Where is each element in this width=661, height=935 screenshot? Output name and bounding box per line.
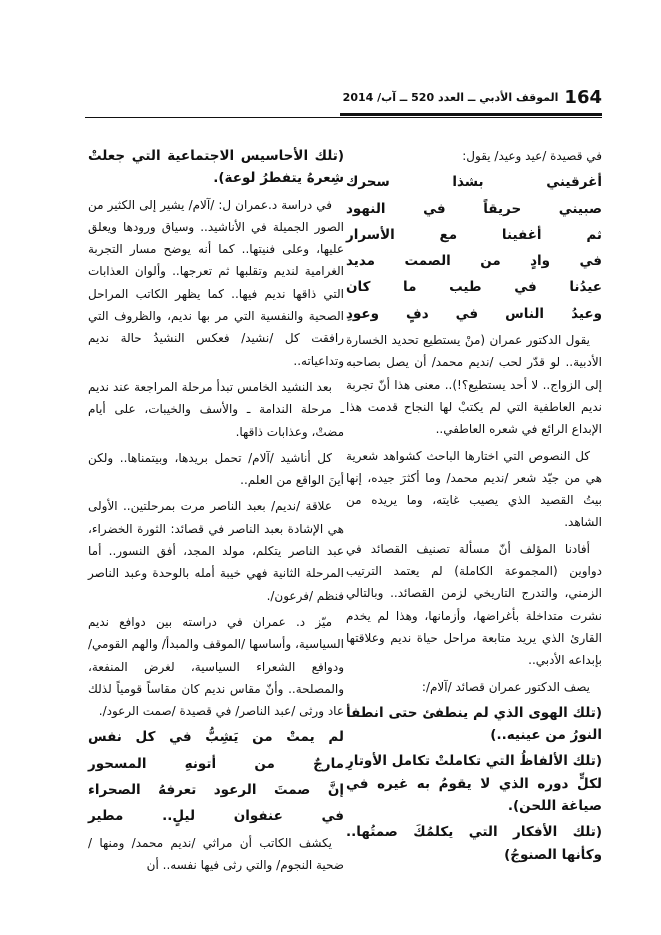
paragraph: علاقة /نديم/ بعبد الناصر مرت بمرحلتين.. الأولى هي الإشادة بعبد الناصر في قصائد: الثورة الخضراء، عبد الناصر يتكلم، مولد المجد، أفق النسور.. أما المرحلة الثانية فهي خيبة أمله بالوحدة وعبد الناصر فنظم /فرعون/. xyxy=(88,499,344,603)
poem-line: في وادٍ من الصمت مديد xyxy=(346,253,602,270)
paragraph: يصف الدكتور عمران قصائد /آلام/: xyxy=(421,679,590,694)
quote: (تلك الألفاظُ التي تكاملتْ تكامل الأوتارِ لكلٍّ دوره الذي لا يقومُ به غيره في صياغة اللحن). xyxy=(346,753,602,815)
poem-intro: في قصيدة /عيد وعيد/ يقول: xyxy=(462,149,602,163)
quote: (تلك الأفكار التي يكلمُكَ صمتُها.. وكأنها الصنوجُ) xyxy=(346,824,602,863)
right-column xyxy=(346,145,602,905)
poem-line: أغرقيني بشذا سحرك xyxy=(346,174,602,191)
quote: (تلك الهوى الذي لم ينطفئ حتى انطفأ النورُ من عينيه..) xyxy=(346,704,602,744)
paragraph: يقول الدكتور عمران (منْ يستطيع تحديد الخسارة الأدبية.. لو قدّر لحب /نديم محمد/ أن يصل بصاحبه إلى الزواج.. لا أحد يستطيع؟!).. معنى هذا أنّ تجربة نديم العاطفية التي لم يكتبْ لها النجاح قدمت هذا الإبداع الرائع في شعره العاطفي.. xyxy=(346,333,602,437)
header-rule-thick xyxy=(340,113,602,116)
paragraph: بعد النشيد الخامس تبدأ مرحلة المراجعة عند نديم ـ مرحلة الندامة ـ والأسف والخيبات، على أيام مضتْ، وعذابات ذاقها. xyxy=(88,379,344,439)
paragraph: كل النصوص التي اختارها الباحث كشواهد شعرية هي من جيّد شعر /نديم محمد/ وما أكثرَ جيده، إنها بيتُ القصيد الذي يصيب غايته، وما يريده من الشاهد. xyxy=(346,448,602,530)
poem-line: مارجٌ من أتونهِ المسحور xyxy=(88,755,344,772)
poem-line: إنَّ صمتَ الرعود تعرفهُ الصحراء xyxy=(88,782,344,799)
poem-line: صبيني حريقاً في النهود xyxy=(346,200,602,217)
poem-line: ثم أغفينا مع الأسرار xyxy=(346,226,602,243)
poem-line: وعيدُ الناس في دفٍ وعودِ xyxy=(346,305,602,322)
left-column xyxy=(88,145,344,905)
paragraph: يكشف الكاتب أن مراثي /نديم محمد/ ومنها /ضحية النجوم/ والتي رثى فيها نفسه.. أن xyxy=(88,835,344,872)
page-header xyxy=(340,82,602,112)
poem-line: في عنفوان ليلٍ.. مطير xyxy=(88,808,344,825)
quote: (تلك الأحاسيس الاجتماعية التي جعلتْ شِعرهُ يتفطرُ لوعة). xyxy=(88,148,344,187)
paragraph: في دراسة د.عمران ل: /آلام/ يشير إلى الكثير من الصور الجميلة في الأناشيد.. وسياق ورودها ويعلق عليها، وعلى فنيتها.. كما أنه يوضح مسار التجربة الغرامية لنديم وتقلبها ثم تعرجها.. وألوان العذابات التي ذاقها نديم فيها.. كما يظهر الكاتب المراحل الصحية والنفسية التي مر بها نديم، والظروف التي رافقت كل /نشيد/ فعكس النشيدُ حالة نديم وتداعياته.. xyxy=(88,197,344,368)
poem-line: عيدُنا في طيب ما كان xyxy=(346,279,602,296)
page-number: 164 xyxy=(564,86,602,108)
poem-line: لم يمتْ من يَشِبُّ في كل نفس xyxy=(88,729,344,746)
paragraph: كل أناشيد /آلام/ تحمل بريدها، وبيتمناها.. ولكن أينَ الواقع من العلم.. xyxy=(88,450,344,488)
journal-title: الموقف الأدبي ــ العدد 520 ــ آب/ 2014 xyxy=(342,90,559,104)
paragraph: أفادنا المؤلف أنّ مسألة تصنيف القصائد في دواوين (المجموعة الكاملة) لم يعتمد الترتيب الزمني، والتدرج التاريخي لزمن القصائد.. وبالتالي نشرت متداخلة بأغراضها، وأزمانها، وهذا لم يخدم القارئ الذي يريد متابعة مراحل حياة نديم وعلاقتها بإبداعه الأدبي.. xyxy=(346,541,602,668)
paragraph: ميّز د. عمران في دراسته بين دوافع نديم السياسية، وأساسها /الموقف والمبدأ/ والهم القومي/ ودوافع الشعراء السياسية، لغرض المنفعة، والمصلحة.. وأنّ مقاس نديم كان مقاساً قومياً لذلك عاد ورثى /عبد الناصر/ في قصيدة /صمت الرعود/. xyxy=(88,614,344,719)
header-rule-thin xyxy=(85,117,602,118)
